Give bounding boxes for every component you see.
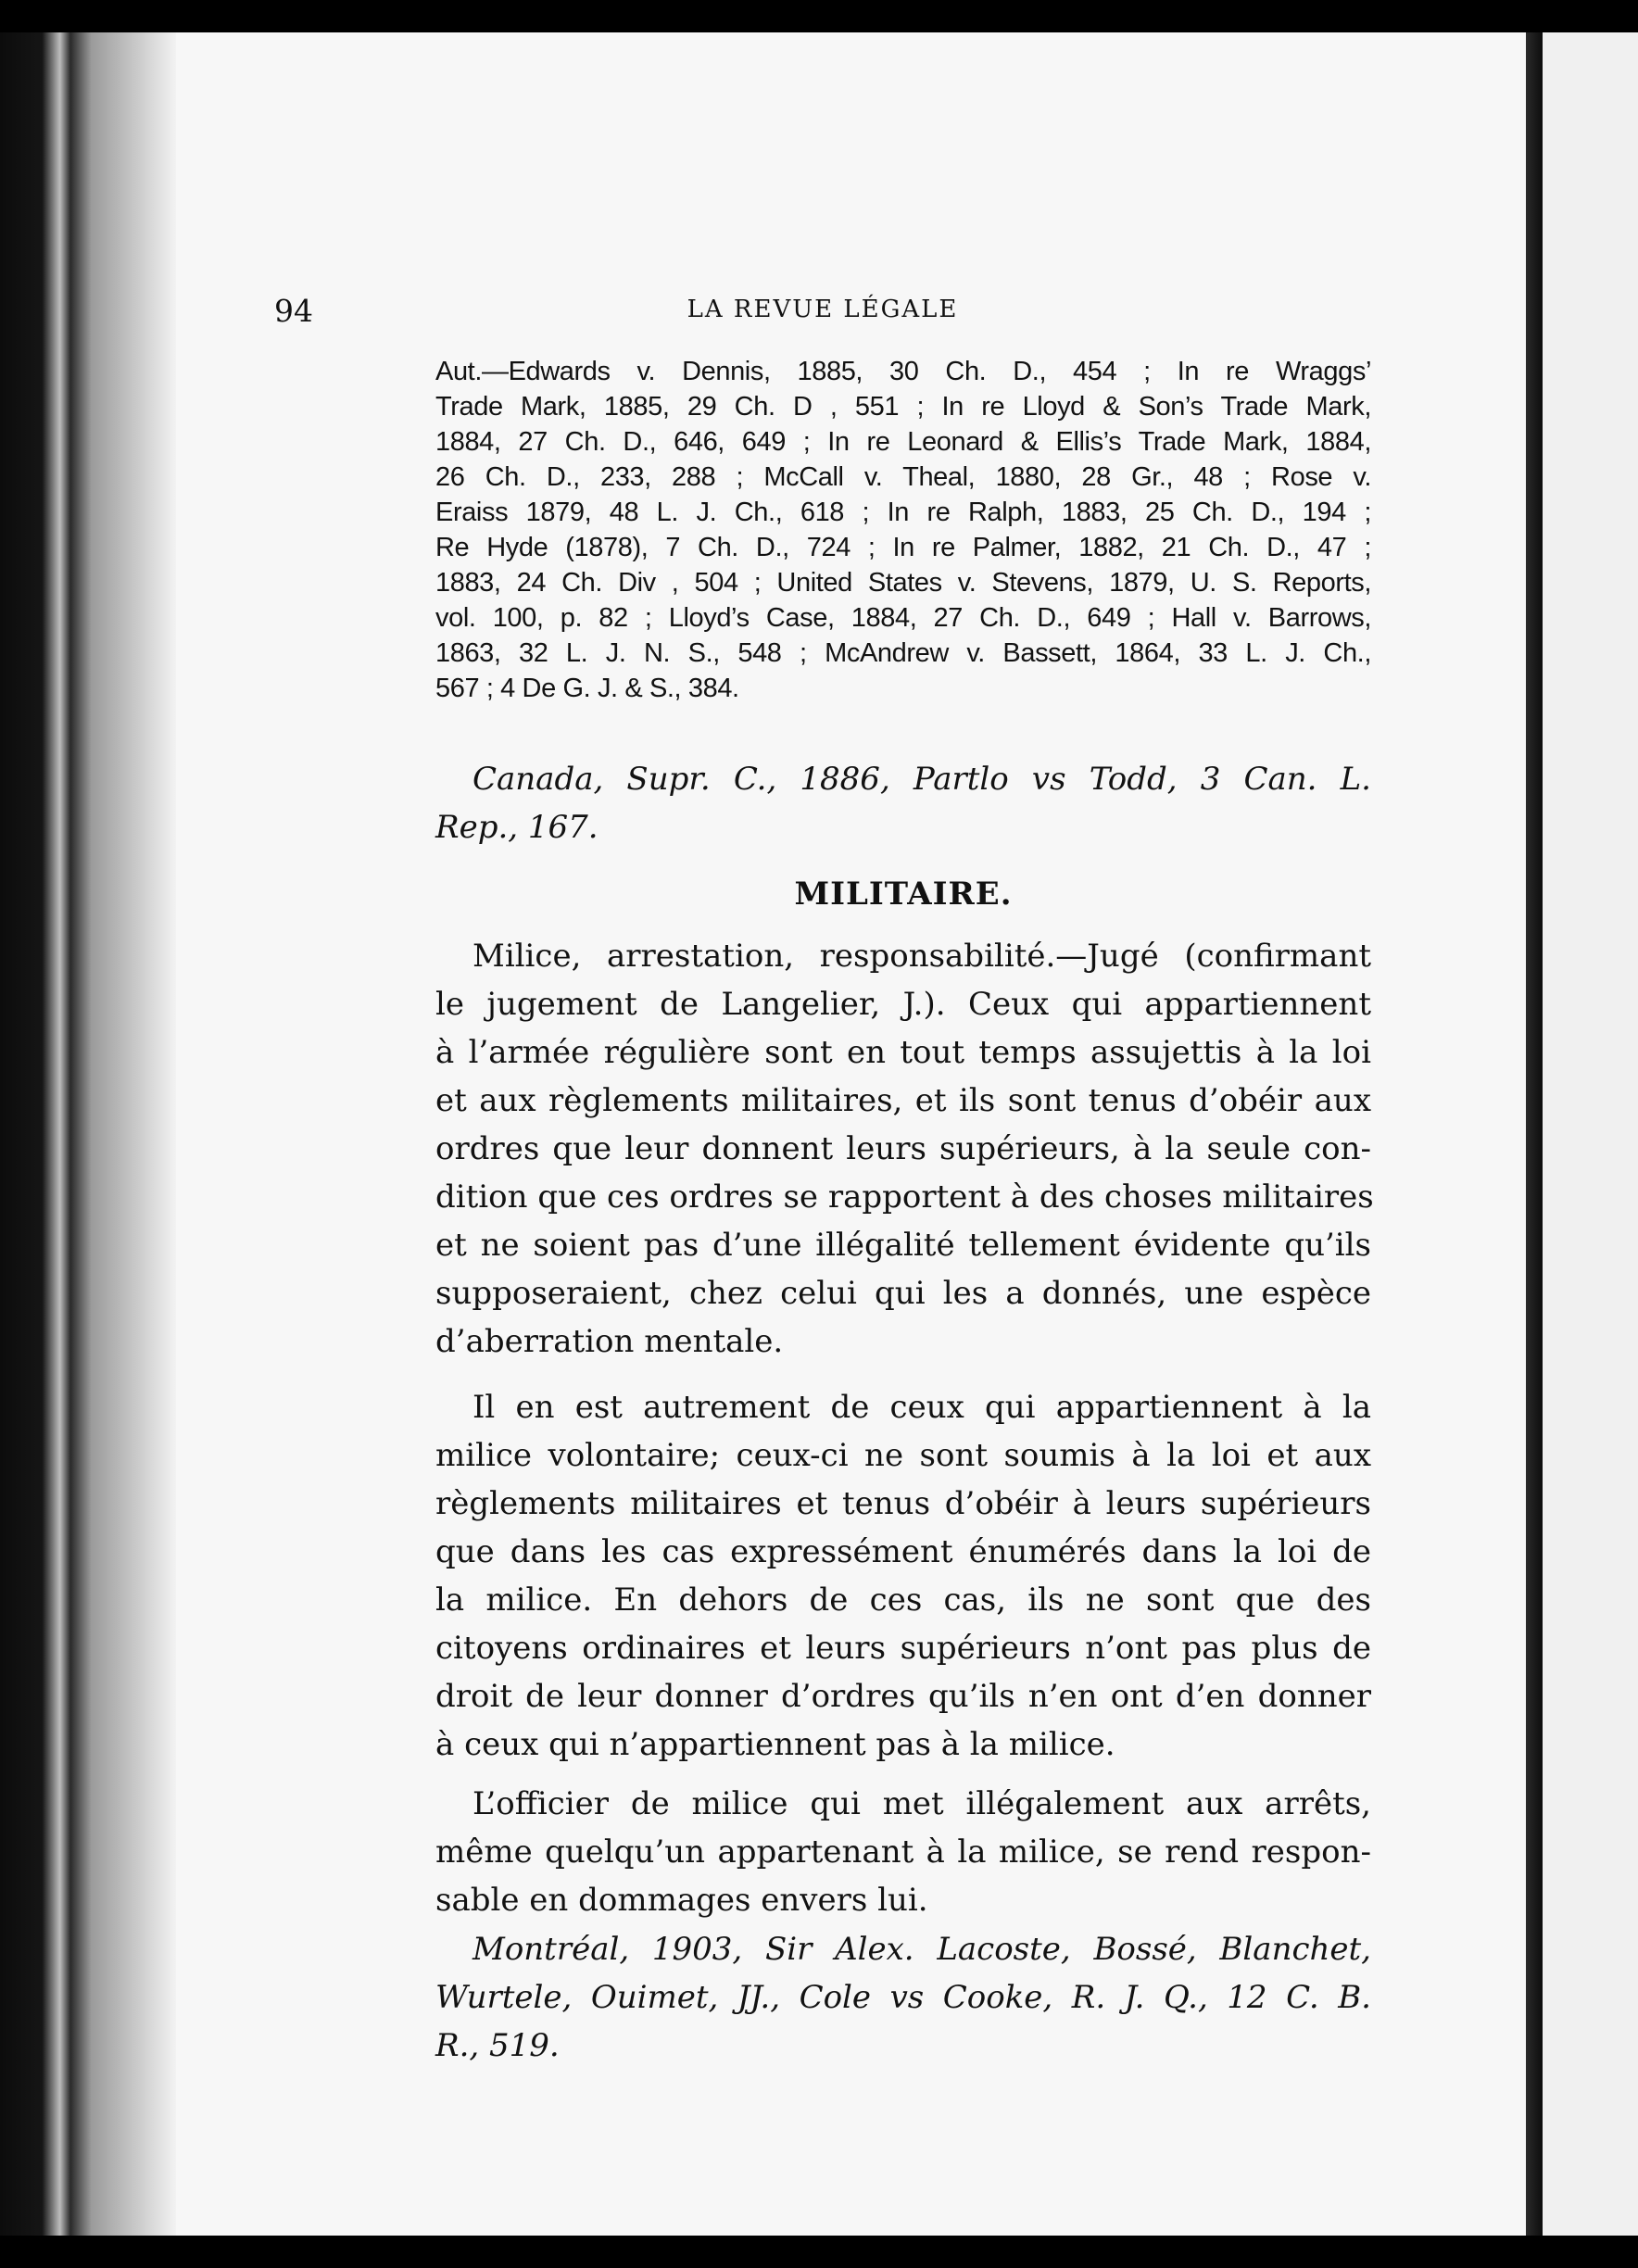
paragraph-officier [435, 1780, 1371, 1924]
paragraph-line: milice volontaire; ceux-ci ne sont soumis à la loi et aux [435, 1437, 1371, 1474]
citation-line: Rep., 167. [435, 809, 598, 846]
authorities-line: 1884, 27 Ch. D., 646, 649 ; In re Leonard & Ellis’s Trade Mark, 1884, [435, 427, 1371, 457]
paragraph-line: et ne soient pas d’une illégalité tellement évidente qu’ils [435, 1227, 1371, 1264]
authorities-line: Re Hyde (1878), 7 Ch. D., 724 ; In re Palmer, 1882, 21 Ch. D., 47 ; [435, 533, 1371, 562]
paragraph-line: sable en dommages envers lui. [435, 1882, 928, 1919]
page-number: 94 [274, 293, 313, 329]
paragraph-line: et aux règlements militaires, et ils sont tenus d’obéir aux [435, 1082, 1371, 1119]
paragraph-line: Milice, arrestation, responsabilité.—Jugé (confirmant [472, 938, 1371, 975]
authorities-line: Trade Mark, 1885, 29 Ch. D , 551 ; In re Lloyd & Son’s Trade Mark, [435, 392, 1371, 422]
paragraph-line: d’aberration mentale. [435, 1323, 784, 1360]
paragraph-volontaire [435, 1383, 1371, 1769]
paragraph-line: règlements militaires et tenus d’obéir à leurs supérieurs [435, 1485, 1371, 1522]
authorities-list [435, 354, 1371, 706]
citation-line: Montréal, 1903, Sir Alex. Lacoste, Bossé, Blanchet, [472, 1931, 1371, 1968]
paragraph-line: droit de leur donner d’ordres qu’ils n’en ont d’en donner [435, 1678, 1371, 1715]
citation-montreal [435, 1925, 1371, 2070]
paragraph-milice [435, 932, 1374, 1366]
citation-line: Canada, Supr. C., 1886, Partlo vs Todd, 3 Can. L. [472, 761, 1371, 798]
paragraph-line: même quelqu’un appartenant à la milice, se rend respon- [435, 1833, 1371, 1871]
paragraph-line: à l’armée régulière sont en tout temps assujettis à la loi [435, 1034, 1371, 1071]
citation-line: Wurtele, Ouimet, JJ., Cole vs Cooke, R. J. Q., 12 C. B. [435, 1979, 1371, 2016]
citation-line: R., 519. [435, 2027, 560, 2064]
authorities-line: 567 ; 4 De G. J. & S., 384. [435, 674, 739, 703]
paragraph-line: supposeraient, chez celui qui les a donnés, une espèce [435, 1275, 1371, 1312]
paragraph-line: le jugement de Langelier, J.). Ceux qui appartiennent [435, 986, 1371, 1023]
book-spine-shadow [0, 32, 176, 2236]
citation-canada [435, 755, 1371, 851]
paragraph-line: dition que ces ordres se rapportent à des choses militaires [435, 1178, 1374, 1216]
paragraph-line: ordres que leur donnent leurs supérieurs, à la seule con- [435, 1130, 1371, 1167]
authorities-line: 1883, 24 Ch. Div , 504 ; United States v. Stevens, 1879, U. S. Reports, [435, 568, 1371, 598]
paragraph-line: citoyens ordinaires et leurs supérieurs n’ont pas plus de [435, 1630, 1371, 1667]
paragraph-line: que dans les cas expressément énumérés dans la loi de [435, 1533, 1371, 1570]
paragraph-line: à ceux qui n’appartiennent pas à la milice. [435, 1726, 1115, 1763]
authorities-line: Eraiss 1879, 48 L. J. Ch., 618 ; In re Ralph, 1883, 25 Ch. D., 194 ; [435, 498, 1371, 527]
facing-page-edge [1543, 32, 1638, 2236]
paragraph-line: L’officier de milice qui met illégalement aux arrêts, [472, 1785, 1371, 1822]
authorities-line: 26 Ch. D., 233, 288 ; McCall v. Theal, 1880, 28 Gr., 48 ; Rose v. [435, 462, 1371, 492]
paragraph-line: la milice. En dehors de ces cas, ils ne sont que des [435, 1581, 1371, 1619]
paragraph-line: Il en est autrement de ceux qui appartiennent à la [472, 1389, 1371, 1426]
authorities-line: Aut.—Edwards v. Dennis, 1885, 30 Ch. D., 454 ; In re Wraggs’ [435, 357, 1371, 386]
authorities-line: 1863, 32 L. J. N. S., 548 ; McAndrew v. Bassett, 1864, 33 L. J. Ch., [435, 638, 1371, 668]
authorities-line: vol. 100, p. 82 ; Lloyd’s Case, 1884, 27 Ch. D., 649 ; Hall v. Barrows, [435, 603, 1371, 633]
page-gutter [1526, 32, 1543, 2236]
page-header [274, 293, 1371, 330]
section-heading: MILITAIRE. [794, 876, 1013, 913]
running-title: LA REVUE LÉGALE [687, 296, 959, 323]
